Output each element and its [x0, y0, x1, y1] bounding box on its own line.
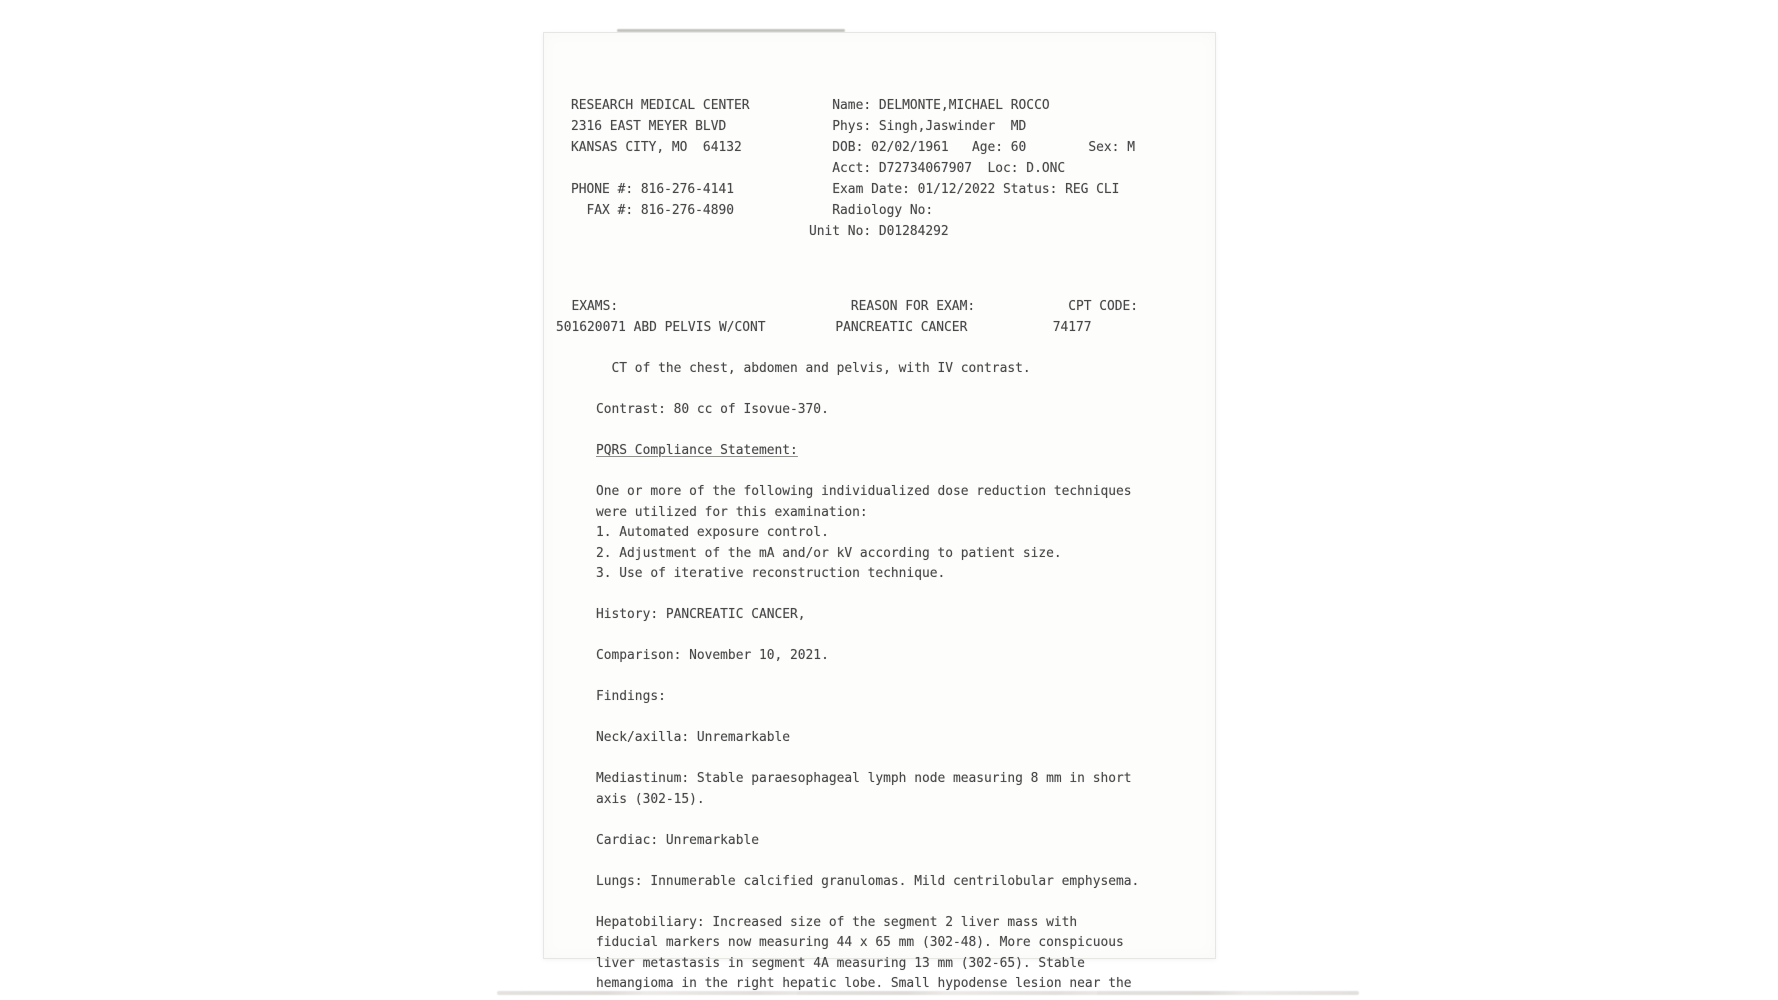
text-line: RESEARCH MEDICAL CENTER	[571, 98, 750, 113]
text-line: 2316 EAST MEYER BLVD	[571, 119, 727, 134]
text-line: FAX #: 816-276-4890	[571, 203, 734, 218]
text-line: Exam Date: 01/12/2022 Status: REG CLI	[809, 182, 1120, 197]
text-line	[596, 708, 1139, 729]
text-line: History: PANCREATIC CANCER,	[596, 607, 806, 622]
scan-edge-artifact-bottom	[497, 991, 1359, 995]
text-line: Phys: Singh,Jaswinder MD	[809, 119, 1027, 134]
text-line: Cardiac: Unremarkable	[596, 832, 759, 848]
text-line	[596, 462, 1139, 483]
text-line: Acct: D72734067907 Loc: D.ONC	[809, 161, 1066, 176]
text-line: fiducial markers now measuring 44 x 65 mm (302-48). More conspicuous	[596, 935, 1124, 950]
text-line: Name: DELMONTE,MICHAEL ROCCO	[809, 98, 1050, 113]
text-line: KANSAS CITY, MO 64132	[571, 140, 742, 155]
report-body	[596, 359, 1139, 995]
text-line	[596, 421, 1139, 442]
text-line: Unit No: D01284292	[809, 224, 949, 239]
text-line	[596, 380, 1139, 401]
text-line: hemangioma in the right hepatic lobe. Small hypodense lesion near the	[596, 976, 1132, 991]
text-line: 1. Automated exposure control.	[596, 525, 829, 540]
text-line: PHONE #: 816-276-4141	[571, 182, 734, 197]
text-line	[596, 585, 1139, 606]
text-line: 501620071 ABD PELVIS W/CONT PANCREATIC CANCER 74177	[556, 319, 1092, 335]
text-line: PQRS Compliance Statement:	[596, 443, 798, 458]
text-line: Neck/axilla: Unremarkable	[596, 730, 791, 745]
text-line	[571, 158, 750, 179]
exams-header-block	[556, 297, 1138, 338]
text-line: axis (302-15).	[596, 791, 705, 807]
text-line	[596, 667, 1139, 688]
text-line: 2. Adjustment of the mA and/or kV according to patient size.	[596, 545, 1062, 561]
text-line: Mediastinum: Stable paraesophageal lymph node measuring 8 mm in short	[596, 771, 1132, 786]
text-line	[596, 749, 1139, 770]
text-line	[596, 892, 1139, 913]
text-line	[596, 810, 1139, 831]
text-line	[596, 626, 1139, 647]
text-line: liver metastasis in segment 4A measuring 13 mm (302-65). Stable	[596, 955, 1085, 971]
text-line: One or more of the following individualized dose reduction techniques	[596, 484, 1132, 499]
text-line: were utilized for this examination:	[596, 504, 868, 520]
facility-address-block	[571, 95, 750, 221]
text-line: Hepatobiliary: Increased size of the segment 2 liver mass with	[596, 914, 1078, 930]
text-line: CT of the chest, abdomen and pelvis, with IV contrast.	[596, 361, 1031, 376]
text-line: Comparison: November 10, 2021.	[596, 648, 829, 663]
text-line: Radiology No:	[809, 203, 934, 218]
text-line: DOB: 02/02/1961 Age: 60 Sex: M	[809, 140, 1135, 155]
text-line	[596, 851, 1139, 872]
patient-demographics-block	[809, 95, 1135, 242]
text-line: Contrast: 80 cc of Isovue-370.	[596, 402, 829, 417]
text-line: Findings:	[596, 689, 666, 704]
report-page	[543, 32, 1216, 991]
text-line: EXAMS: REASON FOR EXAM: CPT CODE:	[556, 299, 1139, 314]
text-line: 3. Use of iterative reconstruction technique.	[596, 566, 946, 581]
text-line: Lungs: Innumerable calcified granulomas. Mild centrilobular emphysema.	[596, 873, 1140, 889]
